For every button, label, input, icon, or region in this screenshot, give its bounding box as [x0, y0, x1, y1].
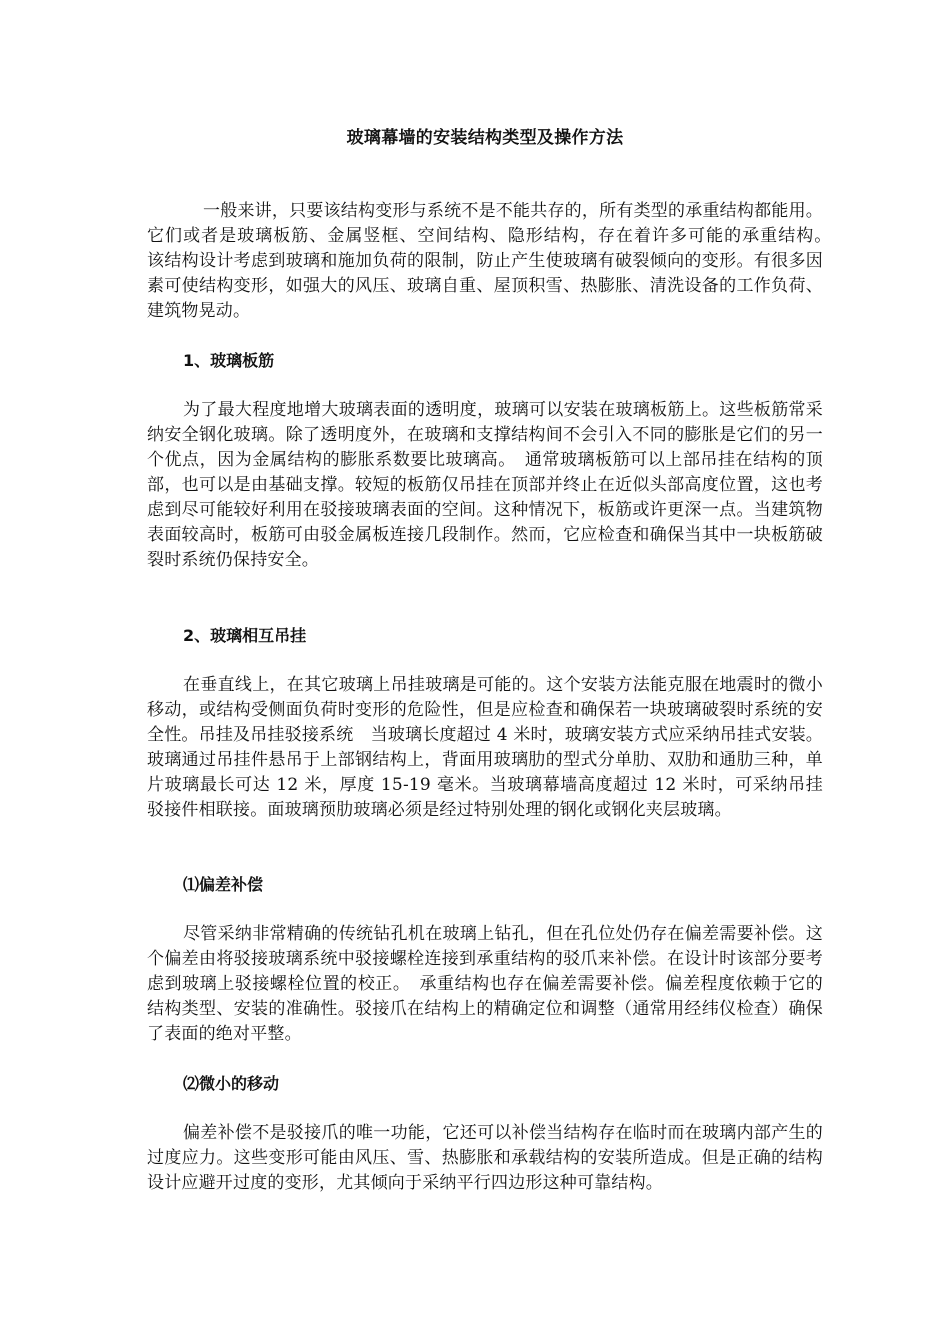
section-heading-glass-suspension: 2、玻璃相互吊挂 [183, 626, 307, 645]
section-body-glass-suspension: 在垂直线上，在其它玻璃上吊挂玻璃是可能的。这个安装方法能克服在地震时的微小移动，或结构受侧面负荷时变形的危险性，但是应检查和确保若一块玻璃破裂时系统的安全性。吊挂及吊挂驳接系统 当玻璃长度超过 4 米时，玻璃安装方式应采纳吊挂式安装。玻璃通过吊挂件悬吊于上部钢结构上，背面用玻璃肋的型式分单肋、双肋和通肋三种，单片玻璃最长可达 12 米，厚度 15-19 毫米。当玻璃幕墙高度超过 12 米时，可采纳吊挂驳接件相联接。面玻璃预肋玻璃必须是经过特别处理的钢化或钢化夹层玻璃。 [147, 675, 823, 820]
section-heading-deviation-compensation: ⑴偏差补偿 [183, 875, 264, 894]
section-body-glass-fins: 为了最大程度地增大玻璃表面的透明度，玻璃可以安装在玻璃板筋上。这些板筋常采纳安全钢化玻璃。除了透明度外，在玻璃和支撑结构间不会引入不同的膨胀是它们的另一个优点，因为金属结构的膨胀系数要比玻璃高。 通常玻璃板筋可以上部吊挂在结构的顶部，也可以是由基础支撑。较短的板筋仅吊挂在顶部并终止在近似头部高度位置，这也考虑到尽可能较好利用在驳接玻璃表面的空间。这种情况下，板筋或许更深一点。当建筑物表面较高时，板筋可由驳金属板连接几段制作。然而，它应检查和确保当其中一块板筋破裂时系统仍保持安全。 [147, 400, 823, 570]
section-body-small-movement: 偏差补偿不是驳接爪的唯一功能，它还可以补偿当结构存在临时而在玻璃内部产生的过度应力。这些变形可能由风压、雪、热膨胀和承载结构的安装所造成。但是正确的结构设计应避开过度的变形，尤其倾向于采纳平行四边形这种可靠结构。 [147, 1123, 823, 1193]
document-title: 玻璃幕墙的安装结构类型及操作方法 [346, 128, 624, 148]
section-heading-glass-fins: 1、玻璃板筋 [183, 351, 275, 370]
intro-paragraph: 一般来讲，只要该结构变形与系统不是不能共存的，所有类型的承重结构都能用。它们或者是玻璃板筋、金属竖框、空间结构、隐形结构，存在着许多可能的承重结构。 该结构设计考虑到玻璃和施加负荷的限制，防止产生使玻璃有破裂倾向的变形。有很多因素可使结构变形，如强大的风压、玻璃自重、屋顶积雪、热膨胀、清洗设备的工作负荷、建筑物晃动。 [147, 201, 841, 321]
section-heading-small-movement: ⑵微小的移动 [183, 1074, 280, 1093]
section-body-deviation-compensation: 尽管采纳非常精确的传统钻孔机在玻璃上钻孔，但在孔位处仍存在偏差需要补偿。这个偏差由将驳接玻璃系统中驳接螺栓连接到承重结构的驳爪来补偿。在设计时该部分要考虑到玻璃上驳接螺栓位置的校正。 承重结构也存在偏差需要补偿。偏差程度依赖于它的结构类型、安装的准确性。驳接爪在结构上的精确定位和调整（通常用经纬仪检查）确保了表面的绝对平整。 [147, 924, 823, 1044]
